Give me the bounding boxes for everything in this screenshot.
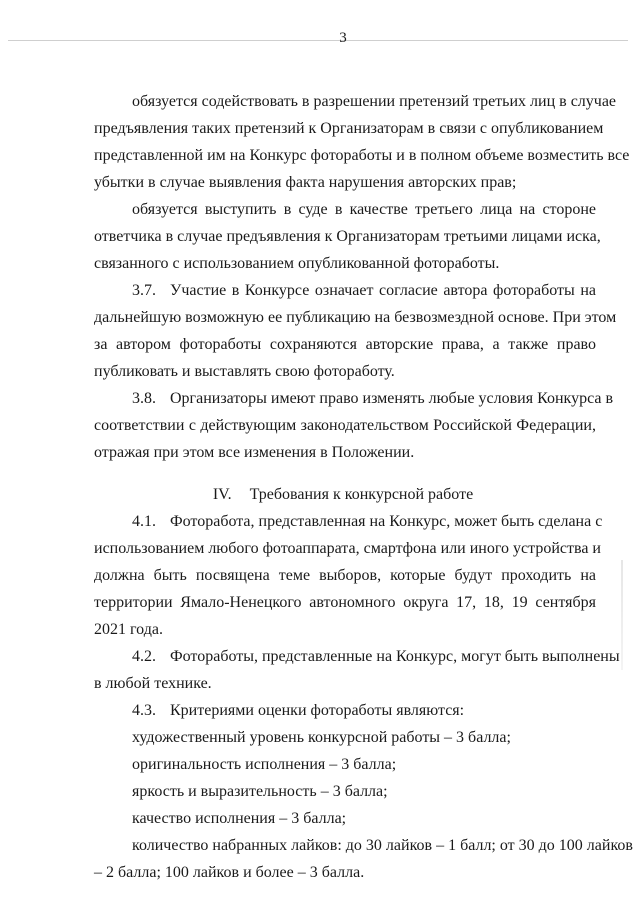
text-line: связанного с использованием опубликованной фотоработы.	[94, 255, 500, 272]
list-item: количество набранных лайков: до 30 лайков – 1 балл; от 30 до 100 лайков	[132, 837, 633, 854]
clause-4-2-first-line	[132, 647, 620, 667]
list-item: яркость и выразительность – 3 балла;	[132, 783, 388, 800]
text-line: 2021 года.	[94, 621, 163, 638]
text-line: отражая при этом все изменения в Положении.	[94, 444, 415, 461]
text-line: – 2 балла; 100 лайков и более – 3 балла.	[94, 864, 365, 881]
section-heading	[0, 485, 640, 505]
text-line: за автором фотоработы сохраняются авторские права, а также право	[94, 336, 596, 353]
text-line: Участие в Конкурсе означает согласие автора фотоработы на	[170, 282, 596, 299]
page-number: 3	[339, 30, 347, 46]
text-line: Фотоработы, представленные на Конкурс, могут быть выполнены	[170, 648, 620, 665]
list-item: оригинальность исполнения – 3 балла;	[132, 756, 397, 773]
section-title: Требования к конкурсной работе	[249, 486, 474, 503]
text-line: публиковать и выставлять свою фотоработу.	[94, 363, 395, 380]
clause-4-1-first-line	[132, 512, 603, 532]
text-line: в любой технике.	[94, 675, 212, 692]
text-line: обязуется выступить в суде в качестве третьего лица на стороне	[132, 201, 596, 218]
list-item: художественный уровень конкурсной работы – 3 балла;	[132, 729, 511, 746]
clause-number: 4.3.	[132, 702, 156, 719]
text-line: убытки в случае выявления факта нарушения авторских прав;	[94, 174, 517, 191]
text-line: ответчика в случае предъявления к Организаторам третьими лицами иска,	[94, 228, 601, 245]
list-item: качество исполнения – 3 балла;	[132, 810, 347, 827]
text-line: Организаторы имеют право изменять любые условия Конкурса в	[170, 390, 614, 407]
text-line: обязуется содействовать в разрешении претензий третьих лиц в случае	[132, 93, 617, 110]
clause-4-3-first-line	[132, 701, 596, 721]
text-line: дальнейшую возможную ее публикацию на безвозмездной основе. При этом	[94, 309, 617, 326]
scan-artifact	[621, 560, 623, 670]
text-line: представленной им на Конкурс фотоработы и в полном объеме возместить все	[94, 147, 630, 164]
clause-3-8-first-line	[132, 389, 614, 409]
text-line: соответствии с действующим законодательством Российской Федерации,	[94, 417, 596, 434]
text-line: территории Ямало-Ненецкого автономного округа 17, 18, 19 сентября	[94, 594, 596, 611]
text-line: использованием любого фотоаппарата, смартфона или иного устройства и	[94, 540, 601, 557]
clause-number: 3.7.	[132, 282, 156, 299]
clause-number: 4.1.	[132, 513, 156, 530]
section-number: IV.	[212, 486, 232, 503]
text-line: предъявления таких претензий к Организаторам в связи с опубликованием	[94, 120, 604, 137]
clause-number: 3.8.	[132, 390, 156, 407]
text-line: Фоторабота, представленная на Конкурс, может быть сделана с	[170, 513, 603, 530]
text-line: Критериями оценки фотоработы являются:	[170, 702, 465, 719]
clause-number: 4.2.	[132, 648, 156, 665]
clause-3-7-first-line	[132, 281, 596, 301]
text-line: должна быть посвящена теме выборов, которые будут проходить на	[94, 567, 596, 584]
